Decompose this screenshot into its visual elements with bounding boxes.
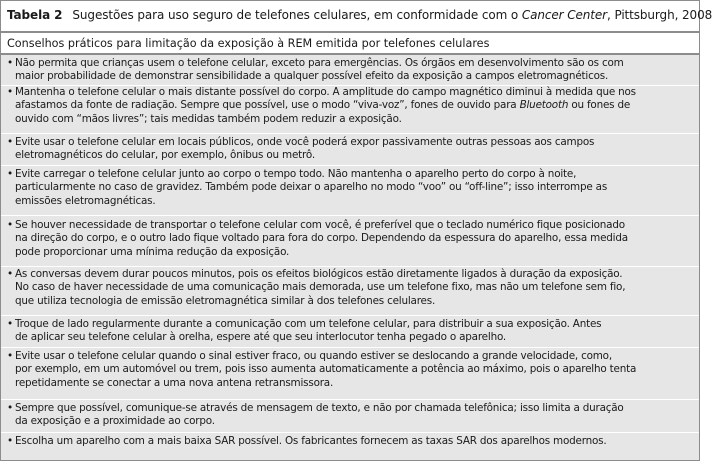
list-item-line: Se houver necessidade de transportar o telefone celular com você, é preferível que o teclado numérico fique posicionado [15, 219, 625, 231]
list-item-line: eletromagnéticos do celular, por exemplo, ônibus ou metrô. [15, 149, 315, 162]
bluetooth-term: Bluetooth [519, 99, 569, 112]
list-item-line: emissões eletromagnéticas. [15, 194, 156, 207]
bullet-icon: • [7, 318, 14, 330]
list-item-line: de aplicar seu telefone celular à orelha, espere até que seu interlocutor tenha pegado o aparelho. [15, 331, 507, 344]
bullet-icon: • [7, 435, 14, 447]
list-item [1, 86, 699, 134]
list-item-line: Evite carregar o telefone celular junto ao corpo o tempo todo. Não mantenha o aparelho perto do corpo à noite, [15, 168, 577, 180]
list-item-line: Evite usar o telefone celular em locais públicos, onde você poderá expor passivamente outras pessoas aos campos [15, 136, 595, 148]
list-item-line: Mantenha o telefone celular o mais distante possível do corpo. A amplitude do campo magnético diminui à medida que nos [15, 86, 636, 98]
list-item-text [15, 268, 695, 308]
list-item-line: pode proporcionar uma mínima redução da exposição. [15, 245, 290, 258]
table-title-suffix: , Pittsburgh, 2008 [607, 8, 712, 22]
bullet-icon: • [7, 268, 14, 280]
list-item-line: As conversas devem durar poucos minutos, pois os efeitos biológicos estão diretamente ligados à duração da exposição. [15, 268, 623, 280]
list-item-line: repetidamente se conectar a uma nova antena retransmissora. [15, 376, 334, 389]
list-item-text [15, 57, 695, 84]
list-item-line: Não permita que crianças usem o telefone celular, exceto para emergências. Os órgãos em desenvolvimento são os com [15, 57, 624, 69]
list-item-text [15, 402, 695, 429]
list-item-line: Sempre que possível, comunique-se através de mensagem de texto, e não por chamada telefônica; isso limita a duração [15, 402, 624, 414]
list-item [1, 402, 699, 433]
list-item [1, 219, 699, 267]
table-label: Tabela 2 [7, 8, 63, 22]
list-item-text [15, 168, 695, 208]
list-item [1, 57, 699, 86]
bullet-icon: • [7, 402, 14, 414]
table-title [7, 8, 712, 22]
list-item-line: ouvido com “mãos livres”; tais medidas também podem reduzir a exposição. [15, 112, 402, 125]
list-item-line: Evite usar o telefone celular quando o sinal estiver fraco, ou quando estiver se deslocando a grande velocidade, como, [15, 350, 612, 362]
list-item [1, 168, 699, 216]
list-item-line [15, 99, 695, 112]
list-item-text [15, 435, 695, 448]
list-item-line: por exemplo, em um automóvel ou trem, pois isso aumenta automaticamente a potência ao máximo, pois o aparelho tenta [15, 363, 637, 376]
list-item-line: Troque de lado regularmente durante a comunicação com um telefone celular, para distribuir a sua exposição. Antes [15, 318, 602, 330]
list-item-line: da exposição e a proximidade ao corpo. [15, 415, 215, 428]
bullet-icon: • [7, 219, 14, 231]
list-item-text [15, 86, 695, 126]
list-item [1, 268, 699, 316]
list-item-line: maior probabilidade de demonstrar sensibilidade a qualquer possível efeito da exposição a campos eletromagnéticos. [15, 70, 609, 83]
list-item-line: Escolha um aparelho com a mais baixa SAR possível. Os fabricantes fornecem as taxas SAR dos aparelhos modernos. [15, 435, 607, 447]
bullet-icon: • [7, 136, 14, 148]
list-item [1, 350, 699, 400]
list-item-line: na direção do corpo, e o outro lado fique voltado para fora do corpo. Dependendo da espessura do aparelho, essa medida [15, 232, 628, 245]
list-item-line: particularmente no caso de gravidez. Também pode deixar o aparelho no modo “voo” ou “off-line”; isso interrompe as [15, 181, 608, 194]
bullet-icon: • [7, 86, 14, 98]
table-title-institution: Cancer Center [521, 8, 608, 22]
list-item [1, 318, 699, 348]
list-item-line-part: afastamos da fonte de radiação. Sempre que possível, use o modo “viva-voz”, fones de ouvido para [15, 99, 520, 112]
list-item-line-part: ou fones de [568, 99, 631, 112]
list-item-text [15, 350, 695, 390]
list-item-text [15, 219, 695, 259]
list-item [1, 136, 699, 166]
bullet-icon: • [7, 168, 14, 180]
bullet-icon: • [7, 57, 14, 69]
table-title-row [1, 1, 712, 33]
list-item-text [15, 318, 695, 345]
table-header-row [1, 33, 699, 55]
advice-list [1, 55, 699, 460]
list-item-line: que utiliza tecnologia de emissão eletromagnética similar à dos telefones celulares. [15, 294, 436, 307]
list-item-text [15, 136, 695, 163]
table-title-text: Sugestões para uso seguro de telefones celulares, em conformidade com o [72, 8, 522, 22]
list-item [1, 435, 699, 451]
table-header: Conselhos práticos para limitação da exposição à REM emitida por telefones celulares [7, 37, 490, 50]
bullet-icon: • [7, 350, 14, 362]
list-item-line: No caso de haver necessidade de uma comunicação mais demorada, use um telefone fixo, mas não um telefone sem fio, [15, 281, 626, 294]
